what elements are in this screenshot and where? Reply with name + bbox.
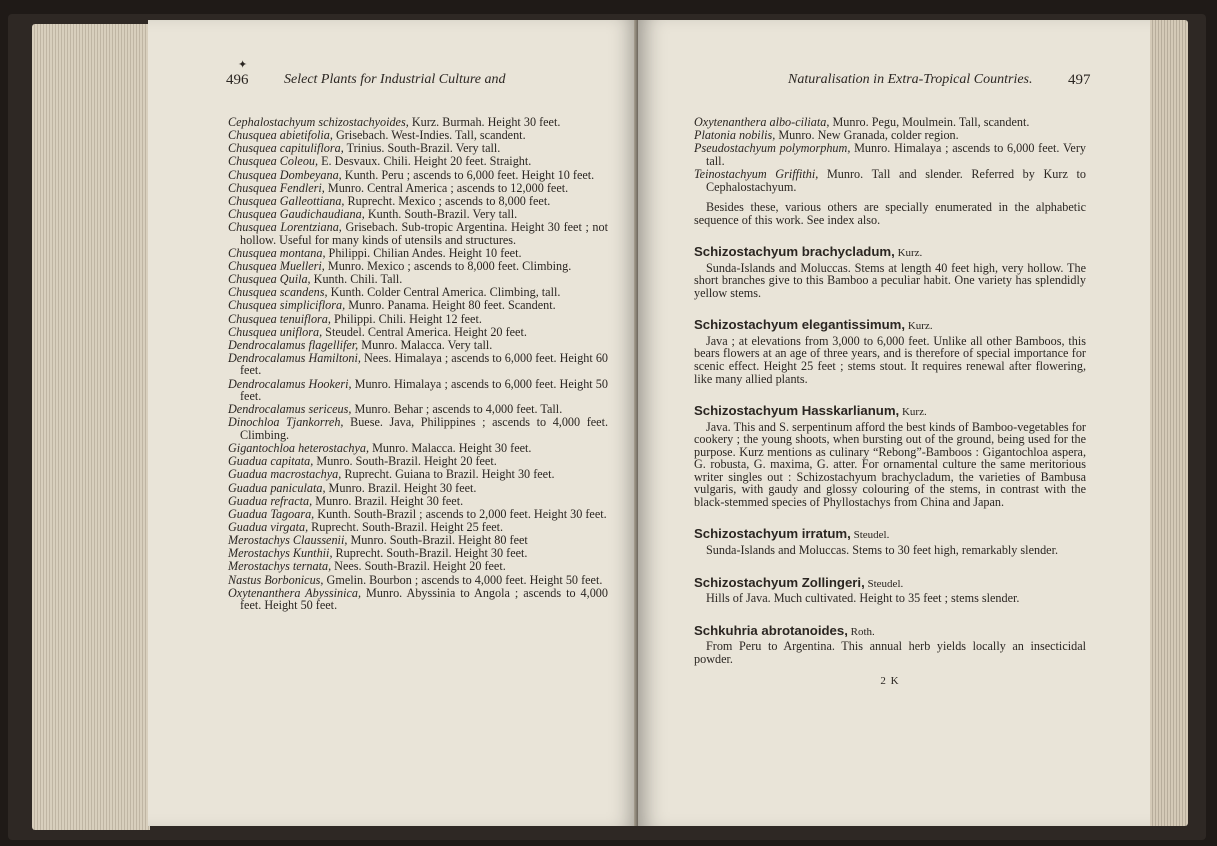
- section-author: Kurz.: [899, 406, 927, 419]
- species-name: Dendrocalamus flagellifer,: [228, 337, 359, 352]
- plant-entry: [228, 182, 608, 195]
- left-entry-list: [228, 116, 608, 612]
- plant-entry: [228, 142, 608, 155]
- species-description: Kunth. Colder Central America. Climbing, tall.: [327, 285, 561, 300]
- species-description: Kunth. South-Brazil ; ascends to 2,000 feet. Height 30 feet.: [314, 506, 607, 521]
- plant-entry: [228, 352, 608, 377]
- section-author: Kurz.: [905, 320, 933, 333]
- species-name: Guadua capitata,: [228, 454, 314, 469]
- plant-entry: [228, 560, 608, 573]
- section-author: Steudel.: [850, 529, 890, 542]
- plant-entry: [228, 273, 608, 286]
- section-author: Kurz.: [894, 247, 923, 260]
- species-description: Trinius. South-Brazil. Very tall.: [343, 141, 501, 156]
- species-section: [694, 405, 1086, 508]
- plant-entry: [228, 155, 608, 168]
- plant-entry: [228, 534, 608, 547]
- section-author: Steudel.: [864, 577, 904, 590]
- species-description: Ruprecht. Guiana to Brazil. Height 30 feet.: [341, 467, 555, 482]
- species-name: Chusquea Galleottiana,: [228, 193, 345, 208]
- species-name: Chusquea abietifolia,: [228, 128, 333, 143]
- species-description: Grisebach. West-Indies. Tall, scandent.: [332, 128, 526, 143]
- species-description: Gmelin. Bourbon ; ascends to 4,000 feet. Height 50 feet.: [323, 572, 603, 587]
- species-name: Chusquea montana,: [228, 245, 326, 260]
- species-description: Grisebach. Sub-tropic Argentina. Height 30 feet ; not hollow. Useful for many kinds of utensils and structures.: [240, 220, 608, 247]
- species-description: Munro. Mexico ; ascends to 8,000 feet. Climbing.: [324, 258, 572, 273]
- species-name: Chusquea scandens,: [228, 285, 328, 300]
- plant-entry: [228, 313, 608, 326]
- species-description: Nees. South-Brazil. Height 20 feet.: [331, 559, 506, 574]
- plant-entry: [228, 169, 608, 182]
- section-heading: [694, 622, 1086, 639]
- species-name: Guadua virgata,: [228, 519, 309, 534]
- species-name: Teinostachyum Griffithi,: [694, 166, 819, 181]
- species-name: Oxytenanthera Abyssinica,: [228, 585, 362, 600]
- species-description: Ruprecht. South-Brazil. Height 25 feet.: [308, 519, 504, 534]
- plant-entry: [228, 326, 608, 339]
- right-column: [694, 116, 1086, 688]
- species-description: Munro. Central America ; ascends to 12,000 feet.: [324, 180, 569, 195]
- page-number: 497: [1068, 72, 1091, 88]
- species-description: Munro. New Granada, colder region.: [775, 128, 959, 143]
- plant-entry: [694, 142, 1086, 167]
- left-page-header: [148, 72, 638, 92]
- plant-entry: [228, 299, 608, 312]
- section-species-name: Schkuhria abrotanoides,: [694, 622, 848, 638]
- section-species-name: Schizostachyum Zollingeri,: [694, 574, 865, 590]
- section-species-name: Schizostachyum irratum,: [694, 526, 851, 542]
- plant-entry: [228, 574, 608, 587]
- section-author: Roth.: [847, 625, 875, 638]
- species-description: Steudel. Central America. Height 20 feet.: [322, 324, 527, 339]
- species-description: Munro. Malacca. Very tall.: [358, 337, 493, 352]
- species-section: [694, 622, 1086, 666]
- species-name: Dendrocalamus sericeus,: [228, 402, 352, 417]
- plant-entry: [228, 521, 608, 534]
- plant-entry: [694, 129, 1086, 142]
- signature-mark: 2 K: [880, 675, 900, 688]
- section-heading: [694, 405, 1086, 419]
- species-name: Chusquea Dombeyana,: [228, 167, 342, 182]
- species-description: Munro. Himalaya ; ascends to 6,000 feet. Very tall.: [706, 141, 1086, 168]
- species-name: Gigantochloa heterostachya,: [228, 441, 370, 456]
- species-section: [694, 319, 1086, 385]
- plant-entry: [228, 208, 608, 221]
- right-entry-list: [694, 116, 1086, 193]
- species-description: Munro. Pegu, Moulmein. Tall, scandent.: [829, 115, 1030, 129]
- page-edges-right: [1150, 20, 1188, 826]
- plant-entry: [694, 168, 1086, 193]
- species-name: Dendrocalamus Hookeri,: [228, 376, 352, 391]
- species-description: E. Desvaux. Chili. Height 20 feet. Straight.: [318, 154, 532, 169]
- section-species-name: Schizostachyum Hasskarlianum,: [694, 403, 900, 419]
- species-name: Merostachys ternata,: [228, 559, 332, 574]
- species-name: Chusquea tenuiflora,: [228, 311, 331, 326]
- running-title: Naturalisation in Extra-Tropical Countries.: [788, 72, 1033, 87]
- intro-paragraph: Besides these, various others are specially enumerated in the alphabetic sequence of this work. See index also.: [694, 200, 1086, 227]
- species-name: Chusquea Fendleri,: [228, 180, 325, 195]
- species-name: Pseudostachyum polymorphum,: [694, 141, 851, 156]
- species-description: Munro. Panama. Height 80 feet. Scandent.: [345, 298, 556, 313]
- species-name: Merostachys Claussenii,: [228, 533, 348, 548]
- species-name: Chusquea Lorentziana,: [228, 220, 342, 235]
- species-description: Nees. Himalaya ; ascends to 6,000 feet. Height 60 feet.: [240, 350, 609, 378]
- species-name: Chusquea capituliflora,: [228, 141, 344, 156]
- species-section: [694, 246, 1086, 299]
- plant-entry: [228, 116, 608, 129]
- section-species-name: Schizostachyum elegantissimum,: [694, 317, 906, 333]
- species-name: Chusquea Coleou,: [228, 154, 319, 169]
- species-description: Munro. South-Brazil. Height 80 feet: [347, 533, 528, 548]
- species-section: [694, 528, 1086, 556]
- plant-entry: [228, 286, 608, 299]
- section-species-name: Schizostachyum brachycladum,: [694, 244, 895, 260]
- running-title: Select Plants for Industrial Culture and: [284, 72, 506, 87]
- species-description: Kunth. Chili. Tall.: [310, 272, 403, 287]
- plant-entry: [228, 416, 608, 441]
- plant-entry: [228, 482, 608, 495]
- section-text: Java. This and S. serpentinum afford the best kinds of Bamboo-vegetables for cookery ; the young shoots, when bursting out of the ground, being used for the purpose. Kurz mentions as culinary “Rebong”-Bamboos : Gigantochloa aspera, G. robusta, G. maxima, G. atter. For ornamental culture the same meritorious writer singles out : Schizostachyum brachycladum, the varieties of Bambusa vulgaris, with gaudy and glossy colouring of the stems, in contrast with the black-stemmed species of Phyllostachys from China and Japan.: [694, 419, 1086, 509]
- plant-entry: [228, 247, 608, 260]
- species-description: Philippi. Chili. Height 12 feet.: [330, 311, 482, 326]
- species-name: Guadua macrostachya,: [228, 467, 342, 482]
- plant-entry: [228, 378, 608, 403]
- species-description: Munro. Tall and slender. Referred by Kurz to Cephalostachyum.: [706, 166, 1086, 194]
- plant-entry: [228, 468, 608, 481]
- printer-mark-icon: ✦: [238, 59, 248, 71]
- species-section: [694, 574, 1086, 606]
- species-description: Munro. South-Brazil. Height 20 feet.: [313, 454, 497, 469]
- plant-entry: [694, 116, 1086, 129]
- species-name: Chusquea simpliciflora,: [228, 298, 346, 313]
- section-heading: [694, 574, 1086, 591]
- species-name: Chusquea Quila,: [228, 272, 311, 287]
- section-text: Sunda-Islands and Moluccas. Stems to 30 feet high, remarkably slender.: [706, 543, 1059, 557]
- section-heading: [694, 528, 1086, 542]
- plant-entry: [228, 195, 608, 208]
- species-description: Kunth. South-Brazil. Very tall.: [364, 206, 518, 221]
- section-list: [694, 246, 1086, 665]
- species-description: Ruprecht. Mexico ; ascends to 8,000 feet.: [344, 193, 551, 208]
- page-number: 496: [226, 72, 249, 88]
- plant-entry: [228, 547, 608, 560]
- section-text: Sunda-Islands and Moluccas. Stems at length 40 feet high, very hollow. The short branches give to this Bamboo a peculiar habit. One variety has splendidly yellow stems.: [694, 260, 1086, 300]
- plant-entry: [228, 587, 608, 612]
- plant-entry: [228, 129, 608, 142]
- species-description: Kurz. Burmah. Height 30 feet.: [408, 115, 561, 129]
- page-edges-left: [32, 24, 150, 830]
- species-name: Dendrocalamus Hamiltoni,: [228, 350, 361, 365]
- left-page: [148, 20, 638, 826]
- species-description: Munro. Abyssinia to Angola ; ascends to 4,000 feet. Height 50 feet.: [240, 585, 608, 613]
- species-description: Munro. Brazil. Height 30 feet.: [325, 480, 477, 495]
- plant-entry: [228, 495, 608, 508]
- plant-entry: [228, 442, 608, 455]
- species-name: Guadua paniculata,: [228, 480, 326, 495]
- species-name: Chusquea Muelleri,: [228, 258, 325, 273]
- right-page-header: [638, 72, 1150, 92]
- plant-entry: [228, 221, 608, 246]
- species-name: Chusquea Gaudichaudiana,: [228, 206, 365, 221]
- species-name: Nastus Borbonicus,: [228, 572, 324, 587]
- section-heading: [694, 246, 1086, 260]
- plant-entry: [228, 260, 608, 273]
- plant-entry: [228, 339, 608, 352]
- species-name: Chusquea uniflora,: [228, 324, 323, 339]
- species-name: Guadua Tagoara,: [228, 506, 315, 521]
- section-text: Java ; at elevations from 3,000 to 6,000 feet. Unlike all other Bamboos, this bears flowers at an age of three years, and is therefore of special importance for scenic effect. Height 25 feet ; stems stout. It requires renewal after flowering, like many allied plants.: [694, 333, 1086, 386]
- species-name: Merostachys Kunthii,: [228, 546, 333, 561]
- right-page: [638, 20, 1150, 826]
- plant-entry: [228, 455, 608, 468]
- species-description: Ruprecht. South-Brazil. Height 30 feet.: [332, 546, 528, 561]
- species-description: Munro. Himalaya ; ascends to 6,000 feet. Height 50 feet.: [240, 376, 608, 404]
- plant-entry: [228, 508, 608, 521]
- section-text: From Peru to Argentina. This annual herb yields locally an insecticidal powder.: [694, 639, 1086, 666]
- species-name: Cephalostachyum schizostachyoides,: [228, 115, 409, 129]
- species-description: Buese. Java, Philippines ; ascends to 4,000 feet. Climbing.: [240, 415, 609, 442]
- species-name: Oxytenanthera albo-ciliata,: [694, 115, 830, 129]
- species-description: Kunth. Peru ; ascends to 6,000 feet. Height 10 feet.: [341, 167, 595, 182]
- species-name: Dinochloa Tjankorreh,: [228, 415, 344, 430]
- section-heading: [694, 319, 1086, 333]
- species-name: Guadua refracta,: [228, 493, 313, 508]
- species-description: Philippi. Chilian Andes. Height 10 feet.: [325, 245, 522, 260]
- plant-entry: [228, 403, 608, 416]
- species-description: Munro. Brazil. Height 30 feet.: [312, 493, 464, 508]
- species-description: Munro. Malacca. Height 30 feet.: [369, 441, 532, 456]
- section-text: Hills of Java. Much cultivated. Height to 35 feet ; stems slender.: [706, 591, 1020, 606]
- species-name: Platonia nobilis,: [694, 128, 776, 143]
- species-description: Munro. Behar ; ascends to 4,000 feet. Tall.: [351, 402, 563, 417]
